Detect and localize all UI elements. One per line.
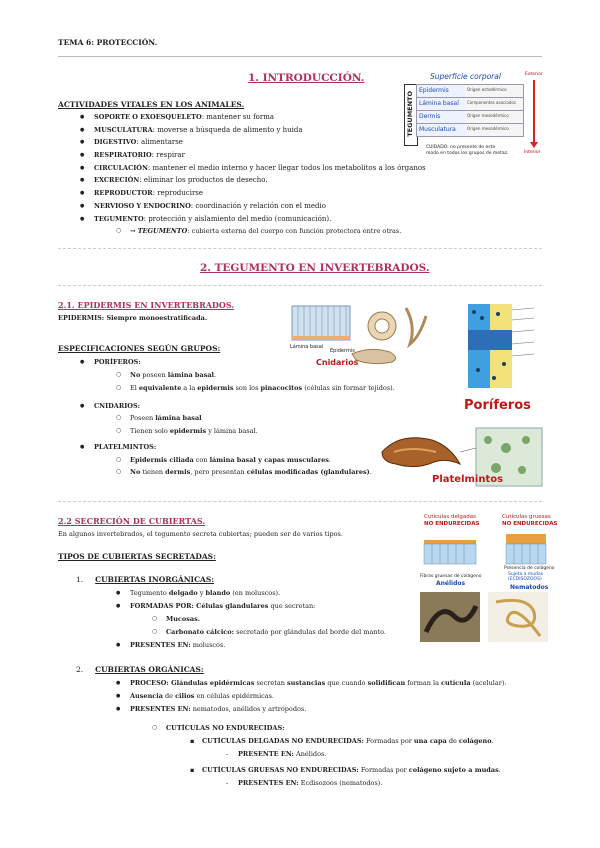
- tegumento-side-label: TEGUMENTO: [406, 91, 414, 137]
- cnidarian-epidermis-illustration: [286, 296, 454, 372]
- organic-subline: ○ CUTÍCULAS NO ENDURECIDAS:: [152, 724, 285, 732]
- figure-caption: modo en todos los grupos de metaz.: [426, 151, 509, 156]
- spec-title: ESPECIFICACIONES SEGÚN GRUPOS:: [58, 344, 221, 353]
- page-header: TEMA 6: PROTECCIÓN.: [58, 38, 158, 47]
- arrow-down-icon: [530, 142, 538, 148]
- nematode-photo: [488, 592, 548, 642]
- epidermis-label: Epidermis: [330, 348, 355, 354]
- list-item: ● CIRCULACIÓN: mantener el medio interno y hacer llegar todos los metabolitos a los órganos: [80, 163, 426, 172]
- organic-line: ● PROCESO: Glándulas epidérmicas secretan sustancias que cuando solidifican forman la cutícula (acelular).: [116, 679, 507, 687]
- layer-row: Musculatura Origen mesodérmico: [416, 123, 524, 137]
- organic-title: 2. CUBIERTAS ORGÁNICAS:: [76, 665, 204, 674]
- exterior-label: Exterior: [525, 72, 543, 77]
- ecdis-label: (ECDISOZOOS): [508, 577, 542, 582]
- mudas-label: Sujeta a mudas: [508, 572, 544, 577]
- presencia-label: Presencia de colágeno: [504, 566, 555, 571]
- lamina-label: Lámina basal: [290, 344, 324, 350]
- section-divider: [58, 285, 542, 286]
- figure-title: Superficie corporal: [430, 72, 501, 81]
- thin-cuticle-label2: NO ENDURECIDAS: [424, 521, 480, 527]
- vital-activities-title: ACTIVIDADES VITALES EN LOS ANIMALES.: [58, 100, 245, 109]
- epidermis-note: EPIDERMIS: Siempre monoestratificada.: [58, 314, 208, 322]
- list-item: ● SOPORTE O EXOESQUELETO: mantener su forma: [80, 113, 275, 121]
- group-line: ○ Epidermis ciliada con lámina basal y capas musculares.: [116, 456, 331, 464]
- organic-subsubline: ▪ CUTÍCULAS GRUESAS NO ENDURECIDAS: Formadas por colágeno sujeto a mudas.: [190, 766, 501, 774]
- section-2-2-intro: En algunos invertebrados, el tegumento secreta cubiertas; pueden ser de varios tipos.: [58, 530, 343, 538]
- inorganic-line: ● FORMADAS POR: Células glandulares que secretan:: [116, 602, 316, 610]
- inorganic-subline: ○ Carbonato cálcico: secretado por glándulas del borde del manto.: [152, 628, 386, 636]
- group-platelmintos: ● PLATELMINTOS:: [80, 443, 157, 451]
- list-item: ● TEGUMENTO: protección y aislamiento del medio (comunicación).: [80, 214, 332, 223]
- group-cnidarios: ● CNIDARIOS:: [80, 402, 141, 410]
- fibras-label: Fibras gruesas de colágeno: [420, 574, 482, 579]
- organic-present: - PRESENTE EN: Anélidos.: [226, 750, 327, 758]
- thick-cuticle-label2: NO ENDURECIDAS: [502, 521, 558, 527]
- list-item: ● EXCRECIÓN: eliminar los productos de desecho.: [80, 176, 268, 185]
- inorganic-line: ● PRESENTES EN: moluscos.: [116, 641, 226, 649]
- section-divider: [58, 248, 542, 249]
- poriferos-figure: [454, 294, 550, 413]
- layer-rows: [416, 84, 524, 137]
- thick-cuticle-label: Cutículas gruesas: [502, 514, 551, 520]
- group-line: ○ El equivalente a la epidermis son los pinacocitos (células sin formar tejidos).: [116, 384, 395, 392]
- cuticle-figure: [418, 514, 558, 644]
- interior-label: Interior: [524, 150, 541, 155]
- section-2-1-title: 2.1. EPIDERMIS EN INVERTEBRADOS.: [58, 300, 235, 310]
- cnidarios-figure: [286, 296, 454, 372]
- inorganic-subline: ○ Mucosas.: [152, 615, 201, 623]
- group-line: ○ Tienen solo epidermis y lámina basal.: [116, 427, 258, 435]
- group-line: ○ No poseen lámina basal.: [116, 371, 217, 379]
- section-2-title: 2. TEGUMENTO EN INVERTEBRADOS.: [200, 262, 430, 274]
- list-item: ● RESPIRATORIO: respirar: [80, 151, 185, 160]
- poriferos-label: Poríferos: [464, 398, 531, 413]
- layer-row: Epidermis Origen ectodérmico: [416, 84, 524, 97]
- header-divider: [58, 56, 542, 57]
- group-line: ○ Poseen lámina basal: [116, 414, 202, 422]
- types-title: TIPOS DE CUBIERTAS SECRETADAS:: [58, 552, 216, 561]
- organic-present: - PRESENTES EN: Ecdisozoos (nematodos).: [226, 779, 383, 787]
- platelmintos-label: Platelmintos: [432, 474, 504, 485]
- anelidos-label: Anélidos: [436, 580, 466, 587]
- body-surface-figure: [398, 70, 548, 162]
- layer-row: Dermis Origen mesodérmico: [416, 110, 524, 123]
- vital-activities-list: [80, 113, 426, 239]
- organic-subsubline: ▪ CUTÍCULAS DELGADAS NO ENDURECIDAS: Formadas por una capa de colágeno.: [190, 737, 494, 745]
- inorganic-line: ● Tegumento delgado y blando (en moluscos).: [116, 589, 281, 597]
- platelmintos-figure: [376, 418, 548, 492]
- thin-cuticle-label: Cutículas delgadas: [424, 514, 477, 520]
- section-2-2-title: 2.2 SECRECIÓN DE CUBIERTAS.: [58, 516, 206, 526]
- list-item: ● DIGESTIVO: alimentarse: [80, 138, 183, 147]
- organic-line: ● PRESENTES EN: nematodos, anélidos y artrópodos.: [116, 705, 307, 713]
- sponge-wall-illustration: [454, 294, 550, 394]
- group-line: ○ No tienen dermis, pero presentan células modificadas (glandulares).: [116, 468, 372, 476]
- list-item: ● NERVIOSO Y ENDOCRINO: coordinación y relación con el medio: [80, 201, 326, 210]
- group-poriferos: ● PORÍFEROS:: [80, 358, 141, 366]
- nematodos-label: Nematodos: [510, 584, 549, 591]
- cnidarios-label: Cnidarios: [316, 358, 359, 367]
- list-subitem: ○ → TEGUMENTO: cubierta externa del cuerpo con función protectora entre otras.: [116, 227, 402, 236]
- organic-line: ● Ausencia de cilios en células epidérmicas.: [116, 692, 275, 700]
- annelid-photo: [420, 592, 480, 642]
- figure-caption: CUIDADO: no presente de este: [426, 145, 496, 150]
- gradient-arrow: [533, 80, 535, 144]
- list-item: ● REPRODUCTOR: reproducirse: [80, 189, 204, 198]
- list-item: ● MUSCULATURA: moverse a búsqueda de alimento y huida: [80, 125, 303, 134]
- section-divider: [58, 501, 542, 502]
- inorganic-title: 1. CUBIERTAS INORGÁNICAS:: [76, 575, 215, 584]
- layer-row: Lámina basal Componentes asociados: [416, 97, 524, 110]
- section-1-title: 1. INTRODUCCIÓN.: [248, 72, 365, 84]
